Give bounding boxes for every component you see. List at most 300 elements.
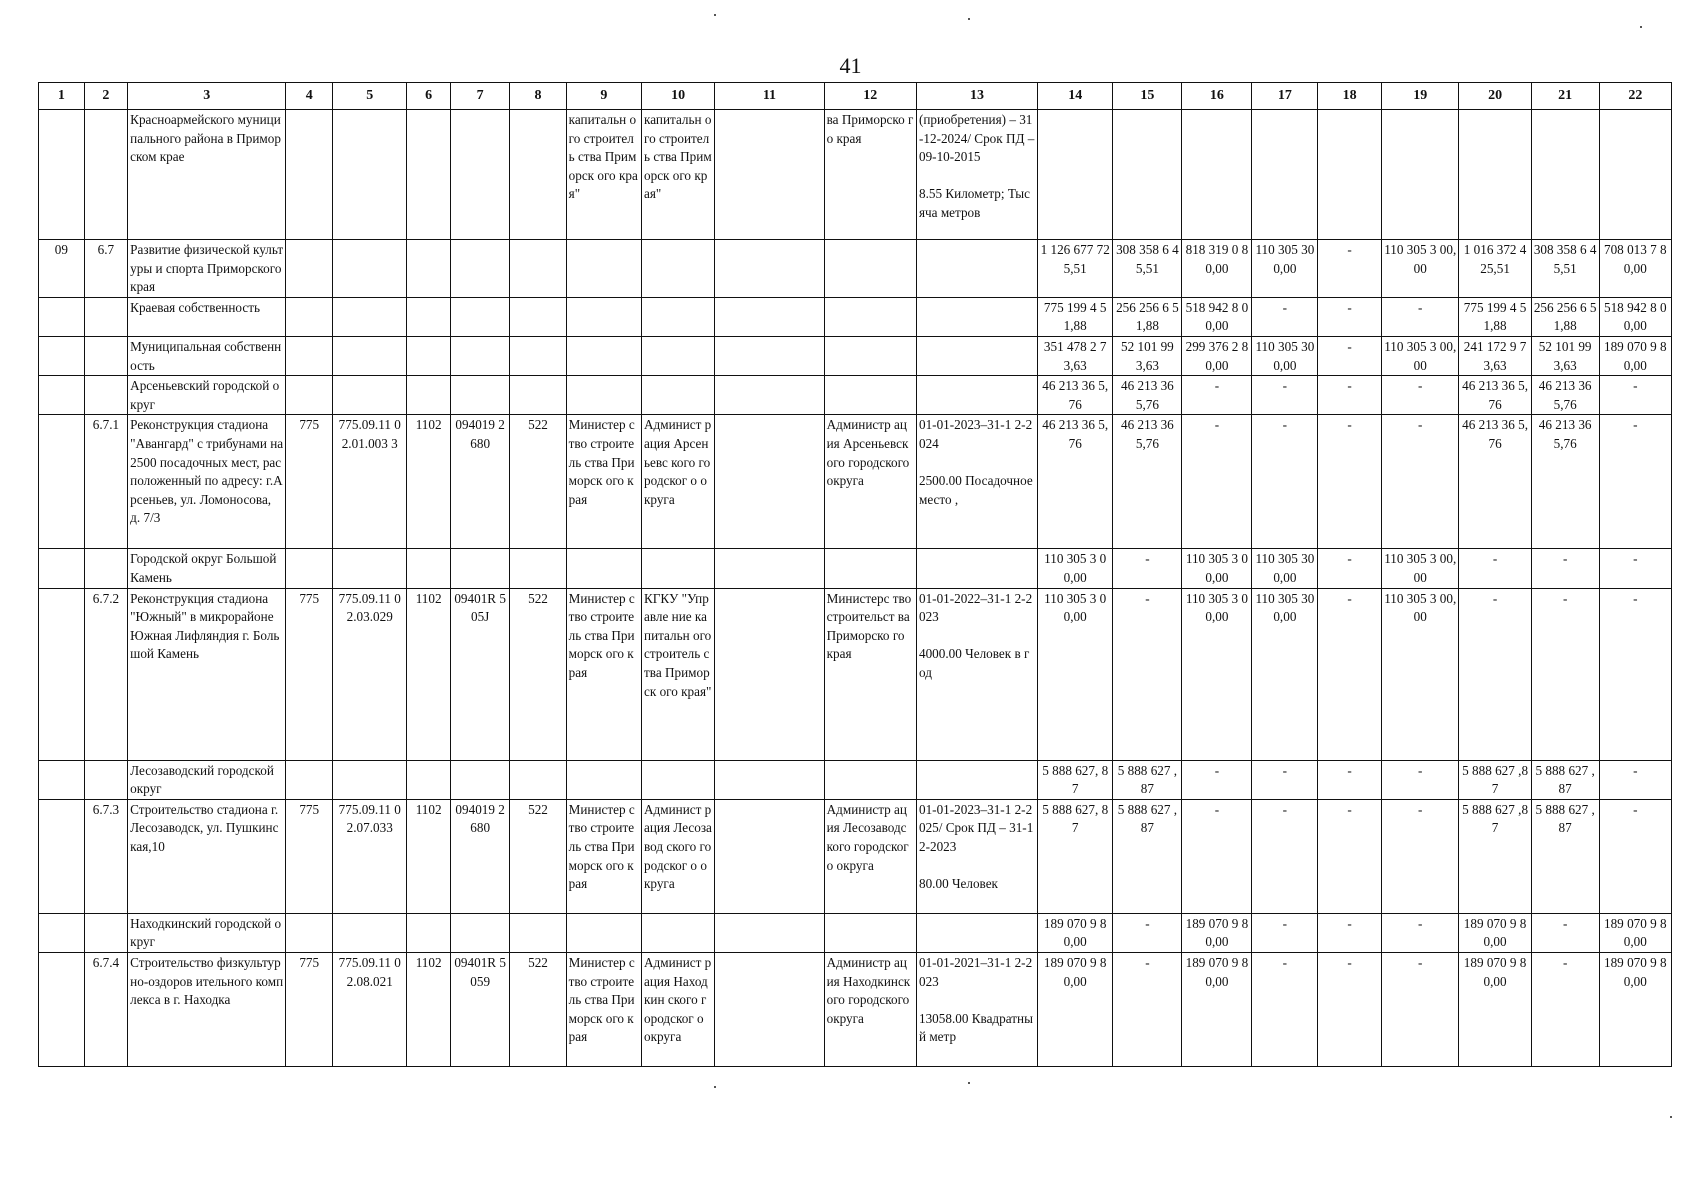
table-cell-col-18: - [1318, 240, 1382, 298]
table-cell-col-15: 256 256 6 51,88 [1113, 297, 1182, 336]
table-cell-col-11 [715, 588, 824, 760]
table-cell-col-13: 01-01-2021–31-1 2-2023 13058.00 Квадратный метр [916, 952, 1037, 1066]
table-cell-col-15: 46 213 36 5,76 [1113, 415, 1182, 549]
table-cell-col-7 [450, 110, 509, 240]
table-cell-col-21: 46 213 36 5,76 [1531, 415, 1599, 549]
table-cell-col-3: Краевая собственность [128, 297, 286, 336]
table-cell-col-1: 09 [39, 240, 85, 298]
table-cell-col-16: 189 070 9 80,00 [1182, 952, 1252, 1066]
table-cell-col-19: - [1381, 415, 1459, 549]
table-cell-col-13 [916, 297, 1037, 336]
table-cell-col-21: - [1531, 549, 1599, 588]
column-number: 11 [715, 83, 824, 110]
table-cell-col-17 [1252, 110, 1318, 240]
table-row [39, 952, 1672, 1066]
column-number: 16 [1182, 83, 1252, 110]
table-cell-col-10 [642, 760, 715, 799]
table-cell-col-10: капитальн ого строитель ства Приморск ого края" [642, 110, 715, 240]
table-cell-col-22 [1599, 110, 1671, 240]
table-cell-col-4 [286, 110, 333, 240]
table-cell-col-16: - [1182, 415, 1252, 549]
table-cell-col-6 [407, 376, 451, 415]
table-cell-col-10: КГКУ "Управле ние капитальн ого строитель ства Приморск ого края" [642, 588, 715, 760]
table-cell-col-15 [1113, 110, 1182, 240]
table-cell-col-1 [39, 549, 85, 588]
table-cell-col-19: - [1381, 297, 1459, 336]
table-cell-col-20: 189 070 9 80,00 [1459, 952, 1531, 1066]
table-cell-col-4 [286, 297, 333, 336]
table-cell-col-7 [450, 240, 509, 298]
table-row [39, 913, 1672, 952]
table-cell-col-10 [642, 297, 715, 336]
table-cell-col-3: Строительство физкультурно-оздоров ительного комплекса в г. Находка [128, 952, 286, 1066]
table-cell-col-13 [916, 913, 1037, 952]
table-cell-col-20 [1459, 110, 1531, 240]
table-cell-col-11 [715, 336, 824, 375]
table-cell-col-20: - [1459, 588, 1531, 760]
table-cell-col-10: Админист рация Лесозавод ского городског о округа [642, 799, 715, 913]
table-cell-col-2 [84, 336, 128, 375]
table-cell-col-5 [333, 913, 407, 952]
table-cell-col-13: 01-01-2023–31-1 2-2024 2500.00 Посадочное место , [916, 415, 1037, 549]
table-cell-col-3: Красноармейского муниципального района в Приморском крае [128, 110, 286, 240]
table-cell-col-18: - [1318, 588, 1382, 760]
table-cell-col-11 [715, 240, 824, 298]
table-cell-col-1 [39, 588, 85, 760]
table-cell-col-3: Арсеньевский городской округ [128, 376, 286, 415]
table-row [39, 336, 1672, 375]
column-number: 1 [39, 83, 85, 110]
table-cell-col-15: - [1113, 588, 1182, 760]
column-number: 17 [1252, 83, 1318, 110]
table-cell-col-2 [84, 549, 128, 588]
table-cell-col-20: 189 070 9 80,00 [1459, 913, 1531, 952]
table-cell-col-14 [1038, 110, 1113, 240]
table-cell-col-9: Министер ство строитель ства Приморск ого края [566, 952, 641, 1066]
table-cell-col-3: Городской округ Большой Камень [128, 549, 286, 588]
column-number: 2 [84, 83, 128, 110]
table-cell-col-13: 01-01-2022–31-1 2-2023 4000.00 Человек в год [916, 588, 1037, 760]
table-cell-col-20: 775 199 4 51,88 [1459, 297, 1531, 336]
table-cell-col-14: 5 888 627, 87 [1038, 760, 1113, 799]
table-cell-col-19: 110 305 3 00,00 [1381, 336, 1459, 375]
table-cell-col-6: 1102 [407, 799, 451, 913]
table-cell-col-3: Реконструкция стадиона "Южный" в микрорайоне Южная Лифляндия г. Большой Камень [128, 588, 286, 760]
table-cell-col-8: 522 [510, 952, 566, 1066]
table-cell-col-10: Админист рация Находкин ского городског о округа [642, 952, 715, 1066]
table-cell-col-15: 308 358 6 45,51 [1113, 240, 1182, 298]
table-cell-col-19: - [1381, 913, 1459, 952]
table-cell-col-6 [407, 760, 451, 799]
table-cell-col-14: 1 126 677 725,51 [1038, 240, 1113, 298]
table-cell-col-6 [407, 110, 451, 240]
table-cell-col-4: 775 [286, 415, 333, 549]
table-row [39, 415, 1672, 549]
table-cell-col-2 [84, 760, 128, 799]
table-body [39, 83, 1672, 1067]
table-cell-col-10: Админист рация Арсеньевс кого городског о округа [642, 415, 715, 549]
table-cell-col-3: Реконструкция стадиона "Авангард" с трибунами на 2500 посадочных мест, расположенный по адресу: г.Арсеньев, ул. Ломоносова, д. 7/3 [128, 415, 286, 549]
table-cell-col-18: - [1318, 549, 1382, 588]
table-cell-col-19: - [1381, 952, 1459, 1066]
column-number: 22 [1599, 83, 1671, 110]
table-cell-col-11 [715, 952, 824, 1066]
column-number: 12 [824, 83, 916, 110]
column-number: 20 [1459, 83, 1531, 110]
table-cell-col-7 [450, 913, 509, 952]
table-row [39, 297, 1672, 336]
table-cell-col-14: 110 305 3 00,00 [1038, 549, 1113, 588]
table-cell-col-2 [84, 376, 128, 415]
table-cell-col-19: 110 305 3 00,00 [1381, 549, 1459, 588]
table-cell-col-15: 5 888 627 ,87 [1113, 760, 1182, 799]
table-cell-col-11 [715, 297, 824, 336]
table-cell-col-22: - [1599, 588, 1671, 760]
table-cell-col-6 [407, 549, 451, 588]
table-cell-col-5 [333, 760, 407, 799]
table-cell-col-14: 351 478 2 73,63 [1038, 336, 1113, 375]
column-number: 6 [407, 83, 451, 110]
table-cell-col-2: 6.7.2 [84, 588, 128, 760]
table-cell-col-14: 46 213 36 5,76 [1038, 376, 1113, 415]
table-row [39, 376, 1672, 415]
page-number: 41 [839, 53, 862, 78]
column-number: 15 [1113, 83, 1182, 110]
table-cell-col-20: 46 213 36 5,76 [1459, 376, 1531, 415]
table-cell-col-7: 09401R 5059 [450, 952, 509, 1066]
column-number: 8 [510, 83, 566, 110]
table-cell-col-5: 775.09.11 02.07.033 [333, 799, 407, 913]
table-cell-col-22: - [1599, 760, 1671, 799]
table-cell-col-13 [916, 376, 1037, 415]
table-cell-col-8 [510, 760, 566, 799]
table-cell-col-16: 518 942 8 00,00 [1182, 297, 1252, 336]
table-cell-col-12 [824, 549, 916, 588]
table-cell-col-17: - [1252, 760, 1318, 799]
table-cell-col-1 [39, 799, 85, 913]
table-cell-col-15: - [1113, 913, 1182, 952]
table-row [39, 549, 1672, 588]
table-cell-col-13 [916, 760, 1037, 799]
table-cell-col-16: 110 305 3 00,00 [1182, 588, 1252, 760]
table-cell-col-7 [450, 549, 509, 588]
table-cell-col-1 [39, 110, 85, 240]
table-cell-col-22: - [1599, 799, 1671, 913]
table-cell-col-9: капитальн ого строитель ства Приморск ого края" [566, 110, 641, 240]
table-cell-col-12 [824, 240, 916, 298]
table-cell-col-15: - [1113, 952, 1182, 1066]
table-cell-col-21: 5 888 627 ,87 [1531, 760, 1599, 799]
table-cell-col-20: 1 016 372 425,51 [1459, 240, 1531, 298]
table-cell-col-1 [39, 376, 85, 415]
table-cell-col-16: - [1182, 376, 1252, 415]
table-cell-col-6 [407, 297, 451, 336]
column-number: 18 [1318, 83, 1382, 110]
column-number: 5 [333, 83, 407, 110]
table-cell-col-7 [450, 297, 509, 336]
table-cell-col-8 [510, 913, 566, 952]
table-cell-col-20: 5 888 627 ,87 [1459, 760, 1531, 799]
table-cell-col-8: 522 [510, 799, 566, 913]
table-cell-col-18: - [1318, 760, 1382, 799]
table-cell-col-18: - [1318, 913, 1382, 952]
table-cell-col-3: Находкинский городской округ [128, 913, 286, 952]
table-cell-col-10 [642, 549, 715, 588]
table-cell-col-8: 522 [510, 588, 566, 760]
table-cell-col-22: 189 070 9 80,00 [1599, 913, 1671, 952]
table-row [39, 799, 1672, 913]
table-cell-col-18 [1318, 110, 1382, 240]
table-cell-col-4 [286, 240, 333, 298]
table-cell-col-2: 6.7.1 [84, 415, 128, 549]
table-row [39, 240, 1672, 298]
table-cell-col-13 [916, 549, 1037, 588]
column-number: 21 [1531, 83, 1599, 110]
table-cell-col-6 [407, 336, 451, 375]
column-number: 19 [1381, 83, 1459, 110]
table-cell-col-12 [824, 297, 916, 336]
table-cell-col-11 [715, 913, 824, 952]
table-cell-col-21: 52 101 99 3,63 [1531, 336, 1599, 375]
table-cell-col-15: 46 213 36 5,76 [1113, 376, 1182, 415]
column-number: 14 [1038, 83, 1113, 110]
table-cell-col-11 [715, 549, 824, 588]
table-cell-col-6 [407, 913, 451, 952]
table-cell-col-2 [84, 913, 128, 952]
table-cell-col-2: 6.7 [84, 240, 128, 298]
table-cell-col-12: Администр ация Находкинск ого городского округа [824, 952, 916, 1066]
table-cell-col-4: 775 [286, 952, 333, 1066]
table-cell-col-9 [566, 913, 641, 952]
table-cell-col-10 [642, 240, 715, 298]
table-cell-col-8 [510, 297, 566, 336]
table-cell-col-17: 110 305 300,00 [1252, 549, 1318, 588]
table-cell-col-19: 110 305 3 00,00 [1381, 240, 1459, 298]
table-cell-col-8 [510, 336, 566, 375]
table-cell-col-21: - [1531, 588, 1599, 760]
table-cell-col-2 [84, 297, 128, 336]
table-cell-col-15: 5 888 627 ,87 [1113, 799, 1182, 913]
table-row [39, 760, 1672, 799]
table-cell-col-3: Развитие физической культуры и спорта Приморского края [128, 240, 286, 298]
table-cell-col-17: - [1252, 913, 1318, 952]
table-cell-col-5 [333, 240, 407, 298]
table-cell-col-18: - [1318, 952, 1382, 1066]
table-cell-col-3: Строительство стадиона г. Лесозаводск, ул. Пушкинская,10 [128, 799, 286, 913]
table-cell-col-12 [824, 336, 916, 375]
table-cell-col-16: - [1182, 760, 1252, 799]
table-cell-col-19 [1381, 110, 1459, 240]
table-cell-col-7 [450, 376, 509, 415]
table-cell-col-13: (приобретения) – 31-12-2024/ Срок ПД – 09-10-2015 8.55 Километр; Тысяча метров [916, 110, 1037, 240]
table-cell-col-14: 775 199 4 51,88 [1038, 297, 1113, 336]
table-cell-col-20: 46 213 36 5,76 [1459, 415, 1531, 549]
table-cell-col-22: 518 942 8 00,00 [1599, 297, 1671, 336]
table-cell-col-2: 6.7.3 [84, 799, 128, 913]
column-number: 9 [566, 83, 641, 110]
column-number: 7 [450, 83, 509, 110]
table-cell-col-21: 46 213 36 5,76 [1531, 376, 1599, 415]
table-cell-col-11 [715, 799, 824, 913]
table-cell-col-12 [824, 913, 916, 952]
table-cell-col-9 [566, 376, 641, 415]
table-cell-col-14: 189 070 9 80,00 [1038, 952, 1113, 1066]
table-cell-col-17: 110 305 300,00 [1252, 336, 1318, 375]
table-cell-col-8: 522 [510, 415, 566, 549]
table-cell-col-21: 5 888 627 ,87 [1531, 799, 1599, 913]
table-cell-col-8 [510, 110, 566, 240]
table-cell-col-8 [510, 240, 566, 298]
table-cell-col-17: - [1252, 415, 1318, 549]
table-row [39, 110, 1672, 240]
table-cell-col-10 [642, 376, 715, 415]
table-cell-col-18: - [1318, 799, 1382, 913]
table-cell-col-2 [84, 110, 128, 240]
table-cell-col-8 [510, 376, 566, 415]
table-cell-col-16: 818 319 0 80,00 [1182, 240, 1252, 298]
table-cell-col-22: - [1599, 549, 1671, 588]
table-cell-col-4 [286, 336, 333, 375]
table-cell-col-3: Лесозаводский городской округ [128, 760, 286, 799]
table-cell-col-6: 1102 [407, 588, 451, 760]
table-cell-col-20: 5 888 627 ,87 [1459, 799, 1531, 913]
table-cell-col-9: Министер ство строитель ства Приморск ого края [566, 415, 641, 549]
table-cell-col-5: 775.09.11 02.01.003 3 [333, 415, 407, 549]
table-cell-col-9 [566, 240, 641, 298]
table-cell-col-21: - [1531, 913, 1599, 952]
table-cell-col-17: - [1252, 297, 1318, 336]
table-cell-col-12 [824, 760, 916, 799]
table-cell-col-7 [450, 336, 509, 375]
table-cell-col-17: 110 305 300,00 [1252, 588, 1318, 760]
table-cell-col-4: 775 [286, 799, 333, 913]
table-cell-col-20: - [1459, 549, 1531, 588]
table-cell-col-6: 1102 [407, 415, 451, 549]
table-cell-col-12 [824, 376, 916, 415]
table-cell-col-9: Министер ство строитель ства Приморск ого края [566, 588, 641, 760]
table-row [39, 588, 1672, 760]
table-cell-col-17: - [1252, 952, 1318, 1066]
table-cell-col-3: Муниципальная собственность [128, 336, 286, 375]
table-cell-col-1 [39, 297, 85, 336]
table-cell-col-9 [566, 336, 641, 375]
table-cell-col-10 [642, 913, 715, 952]
table-cell-col-12: Администр ация Лесозаводс кого городского округа [824, 799, 916, 913]
table-cell-col-4 [286, 376, 333, 415]
budget-table [38, 82, 1672, 1067]
table-cell-col-21: 308 358 6 45,51 [1531, 240, 1599, 298]
table-cell-col-14: 46 213 36 5,76 [1038, 415, 1113, 549]
column-number: 10 [642, 83, 715, 110]
table-cell-col-22: 708 013 7 80,00 [1599, 240, 1671, 298]
table-cell-col-18: - [1318, 415, 1382, 549]
table-cell-col-1 [39, 760, 85, 799]
table-cell-col-16: 189 070 9 80,00 [1182, 913, 1252, 952]
table-cell-col-11 [715, 110, 824, 240]
table-cell-col-16: - [1182, 799, 1252, 913]
table-cell-col-6 [407, 240, 451, 298]
table-cell-col-22: - [1599, 376, 1671, 415]
table-cell-col-14: 189 070 9 80,00 [1038, 913, 1113, 952]
table-cell-col-5 [333, 336, 407, 375]
table-cell-col-5 [333, 549, 407, 588]
table-cell-col-17: - [1252, 799, 1318, 913]
table-cell-col-10 [642, 336, 715, 375]
table-cell-col-7 [450, 760, 509, 799]
table-cell-col-21: - [1531, 952, 1599, 1066]
table-cell-col-19: 110 305 3 00,00 [1381, 588, 1459, 760]
table-cell-col-2: 6.7.4 [84, 952, 128, 1066]
table-cell-col-21 [1531, 110, 1599, 240]
table-cell-col-5 [333, 110, 407, 240]
table-cell-col-13 [916, 336, 1037, 375]
table-cell-col-5 [333, 376, 407, 415]
table-cell-col-19: - [1381, 760, 1459, 799]
table-cell-col-7: 09401R 505J [450, 588, 509, 760]
table-cell-col-16: 299 376 2 80,00 [1182, 336, 1252, 375]
table-cell-col-19: - [1381, 799, 1459, 913]
table-cell-col-16: 110 305 3 00,00 [1182, 549, 1252, 588]
table-cell-col-9: Министер ство строитель ства Приморск ого края [566, 799, 641, 913]
table-cell-col-22: 189 070 9 80,00 [1599, 336, 1671, 375]
column-number: 13 [916, 83, 1037, 110]
table-cell-col-11 [715, 415, 824, 549]
table-cell-col-9 [566, 297, 641, 336]
table-cell-col-14: 5 888 627, 87 [1038, 799, 1113, 913]
table-cell-col-13 [916, 240, 1037, 298]
table-cell-col-5 [333, 297, 407, 336]
table-cell-col-18: - [1318, 376, 1382, 415]
table-cell-col-7: 094019 2680 [450, 799, 509, 913]
table-cell-col-22: - [1599, 415, 1671, 549]
table-cell-col-12: Министерс тво строительст ва Приморско го края [824, 588, 916, 760]
table-cell-col-7: 094019 2680 [450, 415, 509, 549]
table-cell-col-5: 775.09.11 02.08.021 [333, 952, 407, 1066]
table-cell-col-9 [566, 760, 641, 799]
table-cell-col-18: - [1318, 336, 1382, 375]
table-cell-col-22: 189 070 9 80,00 [1599, 952, 1671, 1066]
table-cell-col-15: - [1113, 549, 1182, 588]
column-number: 3 [128, 83, 286, 110]
table-cell-col-17: 110 305 300,00 [1252, 240, 1318, 298]
table-cell-col-15: 52 101 99 3,63 [1113, 336, 1182, 375]
table-cell-col-4 [286, 760, 333, 799]
table-cell-col-17: - [1252, 376, 1318, 415]
table-cell-col-9 [566, 549, 641, 588]
table-cell-col-1 [39, 913, 85, 952]
table-cell-col-12: ва Приморско го края [824, 110, 916, 240]
table-cell-col-4 [286, 549, 333, 588]
table-cell-col-1 [39, 415, 85, 549]
table-cell-col-5: 775.09.11 02.03.029 [333, 588, 407, 760]
table-cell-col-4: 775 [286, 588, 333, 760]
table-cell-col-1 [39, 952, 85, 1066]
table-cell-col-11 [715, 760, 824, 799]
table-cell-col-8 [510, 549, 566, 588]
table-cell-col-18: - [1318, 297, 1382, 336]
table-cell-col-14: 110 305 3 00,00 [1038, 588, 1113, 760]
table-cell-col-6: 1102 [407, 952, 451, 1066]
table-cell-col-16 [1182, 110, 1252, 240]
table-cell-col-20: 241 172 9 73,63 [1459, 336, 1531, 375]
table-cell-col-19: - [1381, 376, 1459, 415]
table-cell-col-4 [286, 913, 333, 952]
column-number-row [39, 83, 1672, 110]
column-number: 4 [286, 83, 333, 110]
table-cell-col-21: 256 256 6 51,88 [1531, 297, 1599, 336]
table-cell-col-12: Администр ация Арсеньевск ого городского округа [824, 415, 916, 549]
table-cell-col-11 [715, 376, 824, 415]
